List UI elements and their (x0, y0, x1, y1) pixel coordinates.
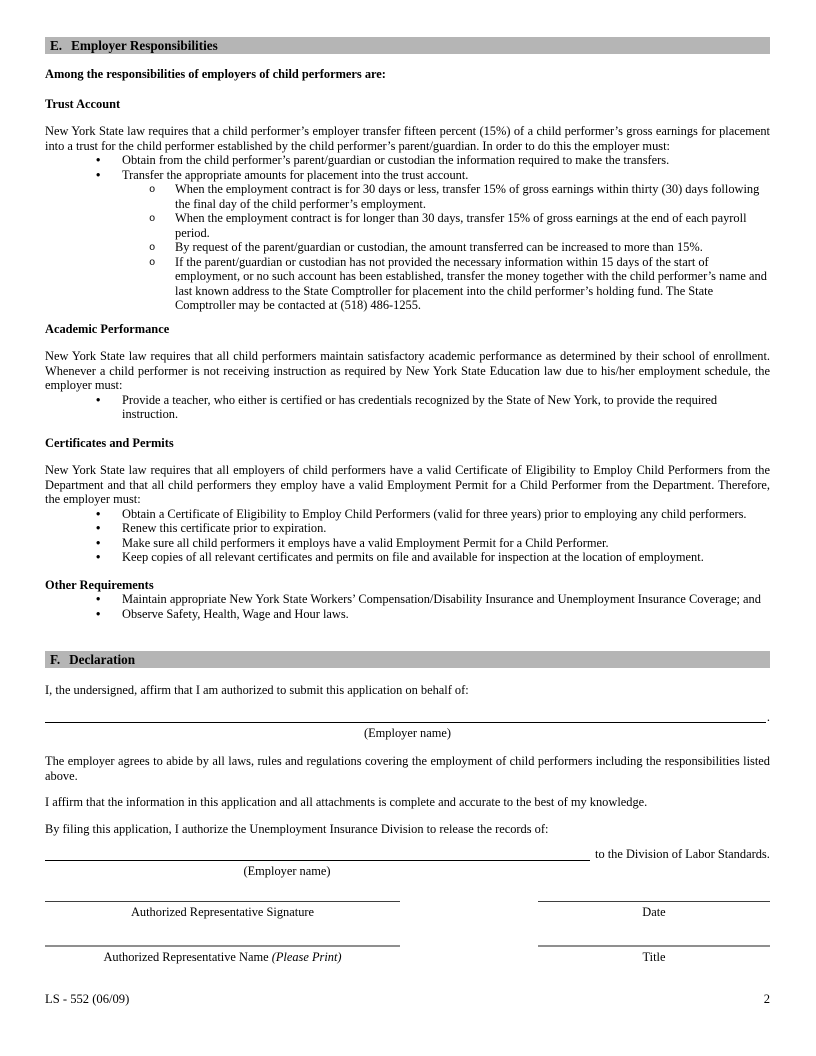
signature-caption: Authorized Representative Signature (130, 904, 315, 919)
other-requirements-list (45, 592, 770, 621)
form-number: LS - 552 (06/09) (45, 992, 130, 1006)
list-sub-item: o When the employment contract is for longer than 30 days, transfer 15% of gross earnings at the end of each payroll period. (45, 211, 770, 240)
employer-name-caption-1: (Employer name) (363, 725, 452, 740)
signature-row-1 (45, 901, 770, 920)
title-caption: Title (642, 950, 666, 964)
division-of-labor-text: to the Division of Labor Standards. (595, 847, 770, 861)
title-field[interactable] (538, 945, 770, 965)
section-f-title: Declaration (69, 652, 136, 667)
section-f-header (45, 651, 770, 668)
list-item: • Transfer the appropriate amounts for placement into the trust account. (45, 168, 770, 183)
blank-period: . (766, 709, 770, 724)
signature-row-2 (45, 945, 770, 965)
list-item: • Renew this certificate prior to expiration. (45, 521, 770, 536)
declaration-statement-3: I affirm that the information in this application and all attachments is complete and accurate to the best of my knowledge. (45, 795, 648, 809)
list-item: • Maintain appropriate New York State Workers’ Compensation/Disability Insurance and Unemployment Insurance Coverage; and (45, 592, 770, 607)
section-e-intro: Among the responsibilities of employers of child performers are: (45, 67, 386, 81)
trust-account-list (45, 153, 770, 313)
section-e-letter: E. (50, 38, 63, 53)
list-item: • Make sure all child performers it employs have a valid Employment Permit for a Child Performer. (45, 536, 770, 551)
academic-performance-heading: Academic Performance (45, 321, 170, 336)
page-footer (45, 992, 770, 1007)
employer-name-field-1[interactable] (45, 705, 766, 723)
list-item: • Obtain from the child performer’s parent/guardian or custodian the information required to make the transfers. (45, 153, 770, 168)
section-e-header (45, 37, 770, 54)
section-f-letter: F. (50, 652, 61, 667)
printed-name-field[interactable] (45, 945, 400, 965)
please-print-caption: (Please Print) (271, 950, 342, 964)
page-number: 2 (763, 992, 770, 1006)
printed-name-caption: Authorized Representative Name (103, 950, 272, 964)
declaration-statement-4: By filing this application, I authorize the Unemployment Insurance Division to release the records of: (45, 821, 549, 836)
declaration-statement-2: The employer agrees to abide by all laws, rules and regulations covering the employment of child performers including the responsibilities listed above. (45, 754, 770, 783)
employer-name-blank-1 (45, 706, 770, 723)
list-item: • Keep copies of all relevant certificates and permits on file and available for inspection at the location of employment. (45, 550, 770, 565)
date-field[interactable] (538, 901, 770, 920)
list-sub-item: o By request of the parent/guardian or custodian, the amount transferred can be increased to more than 15%. (45, 240, 770, 255)
list-item: • Obtain a Certificate of Eligibility to Employ Child Performers (valid for three years) prior to employing any child performers. (45, 507, 770, 522)
employer-name-blank-2 (45, 844, 770, 861)
section-e-title: Employer Responsibilities (71, 38, 218, 53)
signature-field[interactable] (45, 901, 400, 920)
other-requirements-heading: Other Requirements (45, 577, 154, 592)
list-sub-item: o If the parent/guardian or custodian has not provided the necessary information within 15 days of the start of employment, or no such account has been established, transfer the money together with the child performer’s name and last known address to the State Comptroller for placement into the child performer’s holding fund. The State Comptroller may be contacted at (518) 486-1255. (45, 255, 770, 313)
trust-account-heading: Trust Account (45, 96, 121, 111)
employer-name-caption-2: (Employer name) (243, 864, 331, 878)
employer-name-field-2[interactable] (45, 843, 590, 861)
declaration-statement-1: I, the undersigned, affirm that I am authorized to submit this application on behalf of: (45, 683, 469, 697)
certificates-permits-paragraph: New York State law requires that all employers of child performers have a valid Certificate of Eligibility to Employ Child Performers from the Department and that all child performers they employ have a valid Employment Permit for a Child Performer from the Department. Therefore, the employer must: (45, 463, 770, 506)
certificates-permits-list (45, 507, 770, 565)
trust-account-paragraph: New York State law requires that a child performer’s employer transfer fifteen percent (15%) of a child performer’s gross earnings for placement into a trust for the child performer established by the child performer’s parent/guardian. In order to do this the employer must: (45, 124, 770, 153)
list-item: • Observe Safety, Health, Wage and Hour laws. (45, 607, 770, 622)
date-caption: Date (642, 904, 666, 919)
list-sub-item: o When the employment contract is for 30 days or less, transfer 15% of gross earnings within thirty (30) days following the final day of the child performer’s employment. (45, 182, 770, 211)
certificates-permits-heading: Certificates and Permits (45, 435, 174, 450)
list-item: • Provide a teacher, who either is certified or has credentials recognized by the State of New York, to provide the required instruction. (45, 393, 770, 422)
academic-performance-paragraph: New York State law requires that all child performers maintain satisfactory academic performance as determined by their school of enrollment. Whenever a child performer is not receiving instruction as required by New York State Education law due to his/her employment schedule, the employer must: (45, 349, 770, 392)
academic-performance-list (45, 393, 770, 422)
